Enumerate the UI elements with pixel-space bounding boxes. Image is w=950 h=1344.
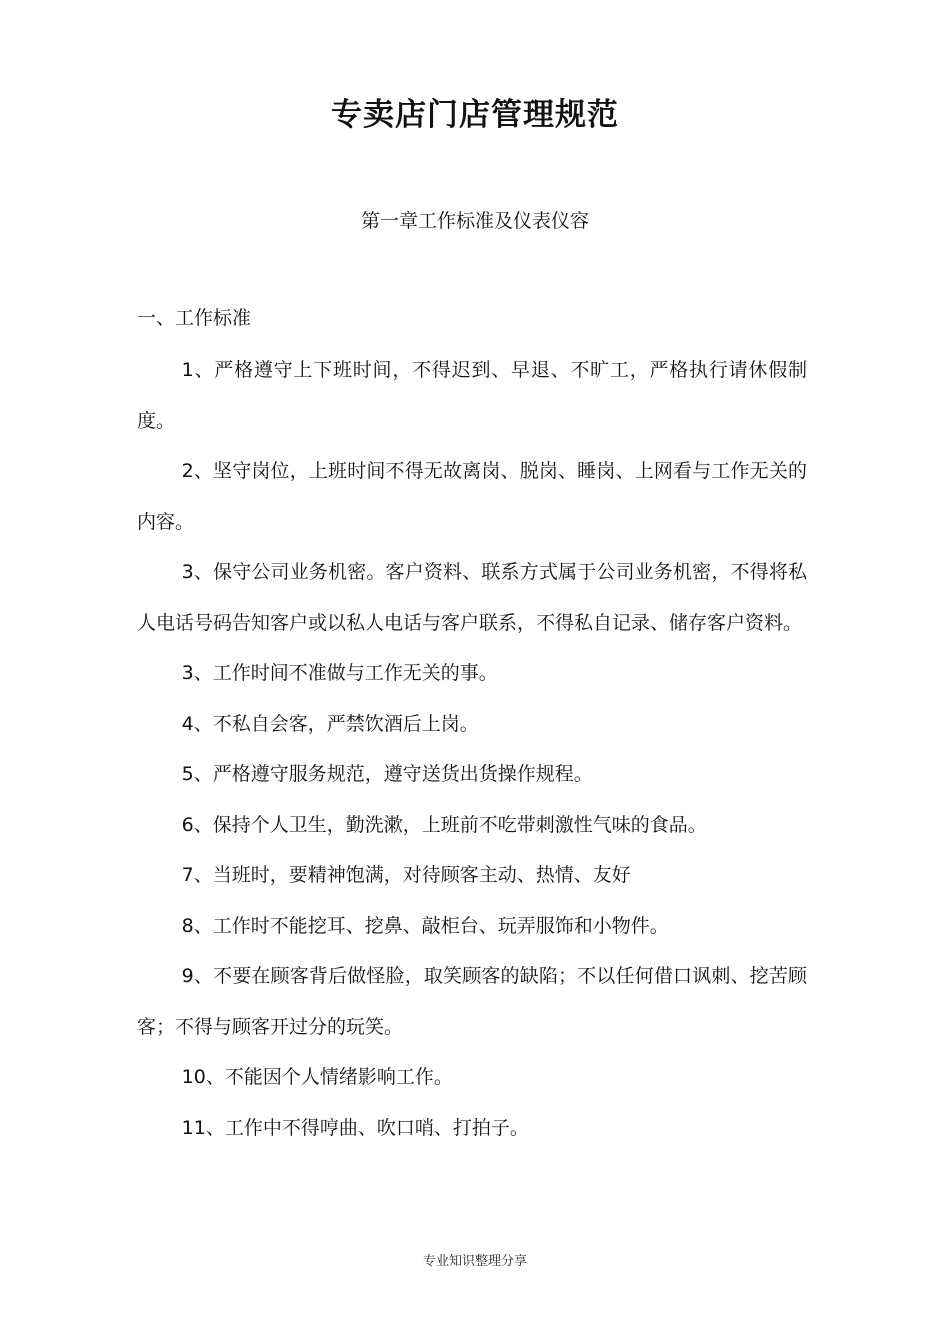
chapter-heading: 第一章工作标准及仪表仪容 [360, 210, 589, 232]
rule-item: 6、保持个人卫生，勤洗漱，上班前不吃带刺激性气味的食品。 [181, 813, 707, 836]
rule-item: 8、工作时不能挖耳、挖鼻、敲柜台、玩弄服饰和小物件。 [181, 914, 669, 937]
section-heading: 一、工作标准 [137, 307, 252, 329]
rule-item: 1、严格遵守上下班时间，不得迟到、早退、不旷工，严格执行请休假制度。 [137, 359, 807, 432]
rule-item: 10、不能因个人情绪影响工作。 [181, 1066, 453, 1088]
rule-item: 4、不私自会客，严禁饮酒后上岗。 [181, 712, 479, 735]
rule-item: 5、严格遵守服务规范，遵守送货出货操作规程。 [181, 763, 593, 785]
rule-item: 3、工作时间不准做与工作无关的事。 [181, 662, 498, 684]
page-footer: 专业知识整理分享 [422, 1254, 527, 1269]
rule-item: 11、工作中不得哼曲、吹口哨、打拍子。 [181, 1116, 529, 1139]
document-title: 专卖店门店管理规范 [331, 97, 619, 133]
rules-list [137, 345, 807, 1153]
rule-item: 3、保守公司业务机密。客户资料、联系方式属于公司业务机密，不得将私人电话号码告知客户或以私人电话与客户联系，不得私自记录、储存客户资料。 [137, 561, 807, 634]
rule-item: 7、当班时，要精神饱满，对待顾客主动、热情、友好 [181, 864, 631, 886]
rule-item: 9、不要在顾客背后做怪脸，取笑顾客的缺陷；不以任何借口讽刺、挖苦顾客；不得与顾客开过分的玩笑。 [137, 965, 807, 1038]
rule-item: 2、坚守岗位，上班时间不得无故离岗、脱岗、睡岗、上网看与工作无关的内容。 [137, 460, 807, 533]
